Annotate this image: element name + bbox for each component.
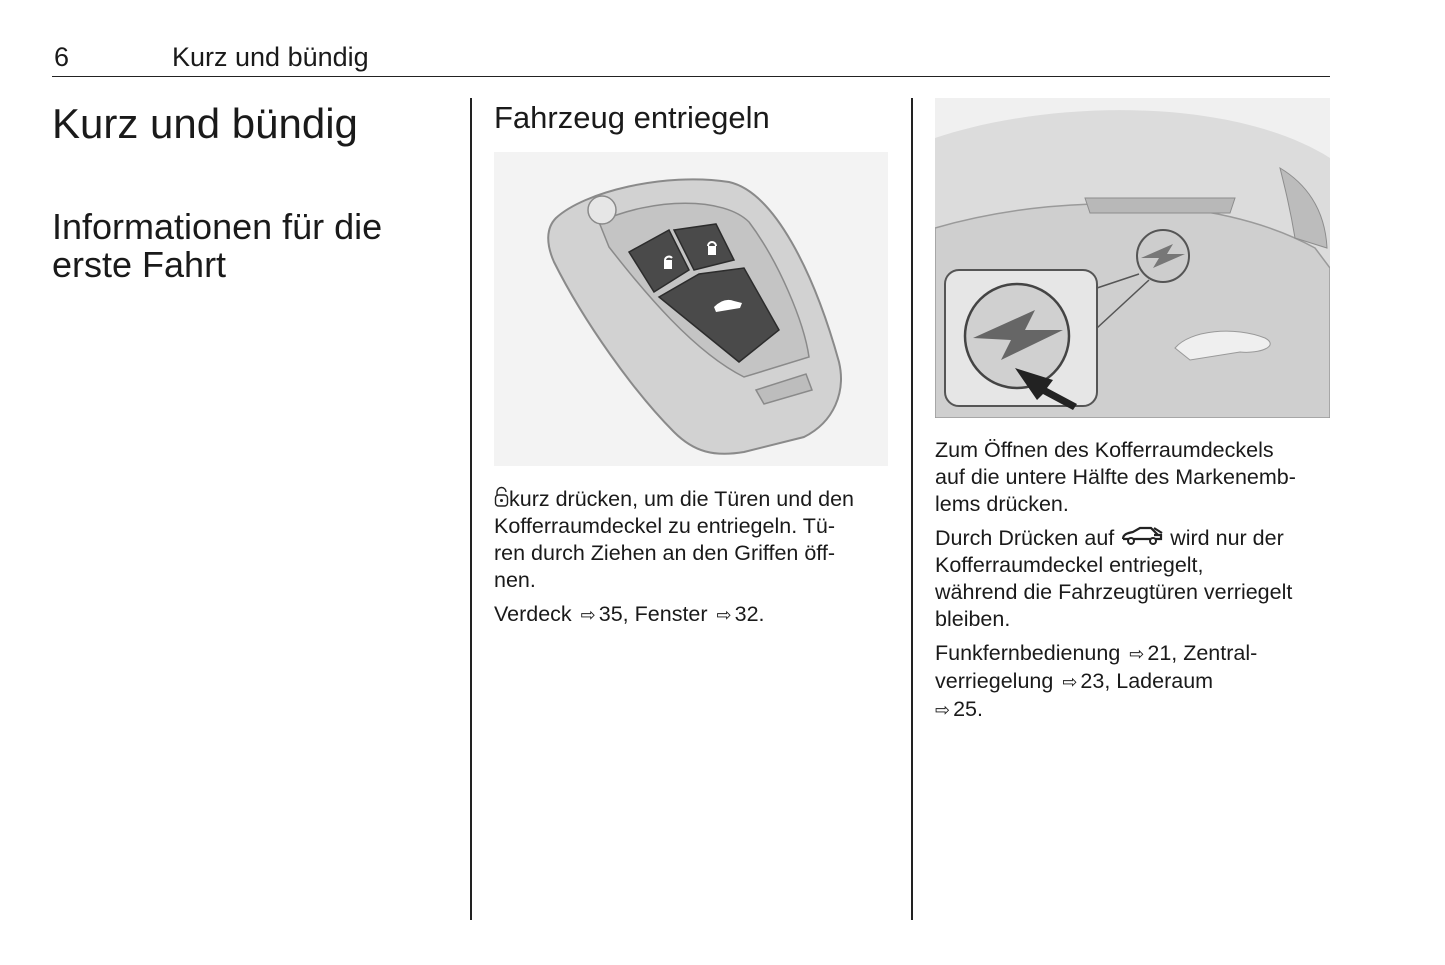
- car-rear-drawing: [935, 98, 1330, 418]
- reference-arrow-icon: ⇨: [580, 605, 596, 625]
- section-title-line2: erste Fahrt: [52, 244, 227, 285]
- paragraph-unlock-line2: Kofferraumdeckel zu entriegeln. Tü-: [494, 514, 835, 538]
- reference-funkfernbedienung[interactable]: Funkfernbedienung: [935, 641, 1121, 665]
- running-header-title: Kurz und bündig: [172, 42, 369, 72]
- reference-funkfernbedienung-page[interactable]: 21, Zentral-: [1147, 641, 1258, 665]
- reference-zentralverriegelung[interactable]: verriegelung: [935, 669, 1054, 693]
- paragraph-trunk-button: [935, 525, 1331, 633]
- reference-arrow-icon: ⇨: [1062, 672, 1078, 692]
- subsection-title: Fahrzeug entriegeln: [494, 100, 770, 135]
- section-title: [52, 208, 452, 284]
- column-middle: [494, 98, 894, 138]
- reference-laderaum-page[interactable]: 25.: [953, 697, 983, 721]
- paragraph-open-trunk-line3: lems drücken.: [935, 492, 1069, 516]
- column-divider: [911, 98, 913, 920]
- column-divider: [470, 98, 472, 920]
- key-fob-drawing: [494, 152, 888, 466]
- page-header: [52, 40, 1330, 77]
- column-right-text: [935, 437, 1331, 731]
- chapter-title: Kurz und bündig: [52, 100, 358, 147]
- paragraph-trunk-button-start: Durch Drücken auf: [935, 526, 1115, 550]
- car-trunk-icon: [1120, 525, 1164, 547]
- column-left: [52, 98, 452, 284]
- paragraph-references: [935, 640, 1331, 724]
- section-title-line1: Informationen für die: [52, 206, 383, 247]
- paragraph-open-trunk: [935, 437, 1331, 518]
- reference-fenster[interactable]: Fenster: [634, 602, 708, 626]
- reference-arrow-icon: ⇨: [1129, 644, 1145, 664]
- page-number: 6: [54, 42, 70, 72]
- paragraph-unlock-line4: nen.: [494, 568, 536, 592]
- paragraph-open-trunk-line1: Zum Öffnen des Kofferraumdeckels: [935, 438, 1274, 462]
- paragraph-open-trunk-line2: auf die untere Hälfte des Markenemb-: [935, 465, 1296, 489]
- reference-verdeck-page[interactable]: 35,: [598, 602, 629, 626]
- paragraph-references: [494, 601, 890, 629]
- paragraph-trunk-button-line3: während die Fahrzeugtüren verriegelt: [935, 580, 1293, 604]
- paragraph-unlock-line3: ren durch Ziehen an den Griffen öff-: [494, 541, 836, 565]
- reference-arrow-icon: ⇨: [935, 700, 951, 720]
- paragraph-unlock: [494, 486, 890, 594]
- key-fob-illustration: [494, 152, 888, 466]
- paragraph-trunk-button-line4: bleiben.: [935, 607, 1011, 631]
- column-middle-text: [494, 486, 890, 636]
- paragraph-trunk-button-end: wird nur der: [1170, 526, 1284, 550]
- unlock-icon: [494, 486, 509, 508]
- paragraph-unlock-line1: kurz drücken, um die Türen und den: [509, 487, 854, 511]
- reference-arrow-icon: ⇨: [716, 605, 732, 625]
- trunk-emblem-illustration: [935, 98, 1330, 418]
- reference-verdeck[interactable]: Verdeck: [494, 602, 572, 626]
- reference-zentralverriegelung-page[interactable]: 23, Laderaum: [1080, 669, 1214, 693]
- paragraph-trunk-button-line2: Kofferraumdeckel entriegelt,: [935, 553, 1204, 577]
- reference-fenster-page[interactable]: 32.: [734, 602, 765, 626]
